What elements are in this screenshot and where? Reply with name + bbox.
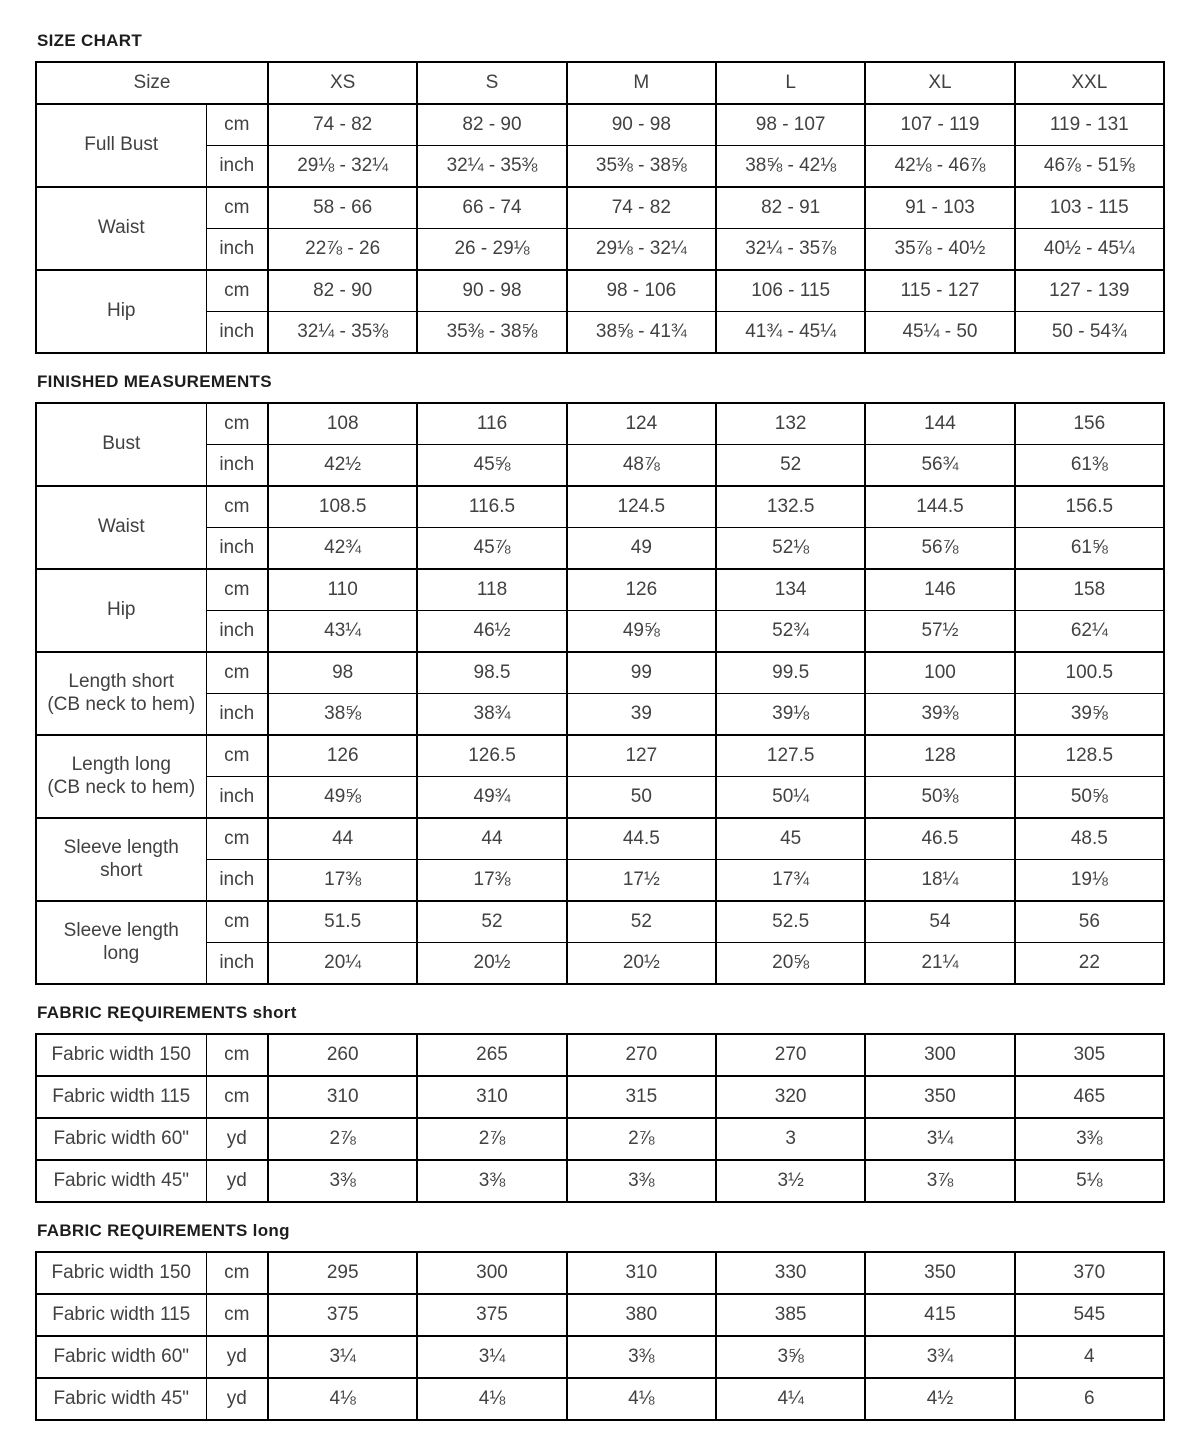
unit-cell: cm [206,403,268,445]
row-label: Fabric width 115 [36,1294,206,1336]
value-cell: 50⅝ [1015,777,1164,819]
value-cell: 38⅝ [268,694,417,736]
value-cell: 66 - 74 [417,187,566,229]
value-cell: 100 [865,652,1014,694]
table-row [36,1034,1164,1076]
value-cell: 91 - 103 [865,187,1014,229]
row-label: Length short (CB neck to hem) [36,652,206,735]
value-cell: 50¼ [716,777,865,819]
value-cell: 43¼ [268,611,417,653]
value-cell: 270 [567,1034,716,1076]
value-cell: 42⅛ - 46⅞ [865,146,1014,188]
value-cell: 116.5 [417,486,566,528]
table-row [36,694,1164,736]
value-cell: 49⅝ [567,611,716,653]
value-cell: 415 [865,1294,1014,1336]
row-label: Hip [36,270,206,353]
value-cell: 2⅞ [567,1118,716,1160]
table-row [36,1076,1164,1118]
value-cell: 126 [268,735,417,777]
unit-cell: yd [206,1118,268,1160]
value-cell: 128 [865,735,1014,777]
value-cell: 116 [417,403,566,445]
value-cell: 300 [417,1252,566,1294]
size-column-header: XL [865,62,1014,104]
table-row [36,104,1164,146]
unit-cell: cm [206,569,268,611]
value-cell: 156.5 [1015,486,1164,528]
unit-cell: cm [206,187,268,229]
value-cell: 3⅜ [268,1160,417,1202]
value-cell: 20½ [567,943,716,985]
table-row [36,1294,1164,1336]
value-cell: 32¼ - 35⅜ [268,312,417,354]
value-cell: 126.5 [417,735,566,777]
value-cell: 20½ [417,943,566,985]
value-cell: 265 [417,1034,566,1076]
unit-cell: cm [206,652,268,694]
size-header-label: Size [36,62,268,104]
value-cell: 300 [865,1034,1014,1076]
unit-cell: inch [206,777,268,819]
value-cell: 375 [417,1294,566,1336]
value-cell: 350 [865,1076,1014,1118]
unit-cell: cm [206,104,268,146]
value-cell: 48⅞ [567,445,716,487]
value-cell: 5⅛ [1015,1160,1164,1202]
value-cell: 127 [567,735,716,777]
value-cell: 35⅞ - 40½ [865,229,1014,271]
value-cell: 49 [567,528,716,570]
value-cell: 4¼ [716,1378,865,1420]
value-cell: 305 [1015,1034,1164,1076]
table-row [36,1336,1164,1378]
value-cell: 29⅛ - 32¼ [268,146,417,188]
value-cell: 132.5 [716,486,865,528]
value-cell: 260 [268,1034,417,1076]
table-row [36,1118,1164,1160]
fabric-requirements-short-table [35,1033,1165,1203]
size-header-row [36,62,1164,104]
value-cell: 4 [1015,1336,1164,1378]
value-cell: 90 - 98 [567,104,716,146]
value-cell: 38⅝ - 41¾ [567,312,716,354]
value-cell: 56¾ [865,445,1014,487]
value-cell: 49⅝ [268,777,417,819]
table-row [36,486,1164,528]
row-label: Waist [36,486,206,569]
value-cell: 62¼ [1015,611,1164,653]
value-cell: 3⅜ [567,1336,716,1378]
value-cell: 103 - 115 [1015,187,1164,229]
value-cell: 107 - 119 [865,104,1014,146]
value-cell: 22 [1015,943,1164,985]
row-label: Fabric width 150 [36,1034,206,1076]
value-cell: 58 - 66 [268,187,417,229]
unit-cell: cm [206,901,268,943]
value-cell: 310 [567,1252,716,1294]
row-label: Fabric width 115 [36,1076,206,1118]
table-row [36,270,1164,312]
unit-cell: yd [206,1336,268,1378]
section-fabric-requirements-long [35,1220,1165,1421]
fabric-requirements-long-table [35,1251,1165,1421]
value-cell: 2⅞ [268,1118,417,1160]
unit-cell: inch [206,943,268,985]
row-label: Fabric width 150 [36,1252,206,1294]
value-cell: 310 [417,1076,566,1118]
unit-cell: yd [206,1160,268,1202]
table-row [36,652,1164,694]
table-row [36,569,1164,611]
section-size-chart [35,30,1165,354]
value-cell: 3⅜ [567,1160,716,1202]
value-cell: 42½ [268,445,417,487]
row-label: Hip [36,569,206,652]
value-cell: 45 [716,818,865,860]
value-cell: 315 [567,1076,716,1118]
value-cell: 61⅜ [1015,445,1164,487]
value-cell: 52⅛ [716,528,865,570]
value-cell: 45¼ - 50 [865,312,1014,354]
size-column-header: XS [268,62,417,104]
unit-cell: cm [206,735,268,777]
value-cell: 41¾ - 45¼ [716,312,865,354]
value-cell: 3¼ [268,1336,417,1378]
value-cell: 3 [716,1118,865,1160]
value-cell: 108.5 [268,486,417,528]
value-cell: 98 - 107 [716,104,865,146]
value-cell: 38¾ [417,694,566,736]
table-row [36,1160,1164,1202]
value-cell: 48.5 [1015,818,1164,860]
value-cell: 17¾ [716,860,865,902]
value-cell: 39⅜ [865,694,1014,736]
value-cell: 40½ - 45¼ [1015,229,1164,271]
row-label: Sleeve length short [36,818,206,901]
value-cell: 3¼ [865,1118,1014,1160]
size-column-header: S [417,62,566,104]
value-cell: 45⅞ [417,528,566,570]
unit-cell: yd [206,1378,268,1420]
value-cell: 124 [567,403,716,445]
value-cell: 52.5 [716,901,865,943]
value-cell: 45⅝ [417,445,566,487]
value-cell: 295 [268,1252,417,1294]
value-cell: 57½ [865,611,1014,653]
value-cell: 2⅞ [417,1118,566,1160]
value-cell: 26 - 29⅛ [417,229,566,271]
value-cell: 32¼ - 35⅞ [716,229,865,271]
value-cell: 49¾ [417,777,566,819]
value-cell: 46⅞ - 51⅝ [1015,146,1164,188]
value-cell: 56 [1015,901,1164,943]
unit-cell: cm [206,1034,268,1076]
row-label: Full Bust [36,104,206,187]
row-label: Bust [36,403,206,486]
unit-cell: inch [206,146,268,188]
value-cell: 56⅞ [865,528,1014,570]
table-row [36,611,1164,653]
value-cell: 44 [268,818,417,860]
value-cell: 39⅛ [716,694,865,736]
value-cell: 4½ [865,1378,1014,1420]
value-cell: 3⅜ [1015,1118,1164,1160]
unit-cell: inch [206,611,268,653]
value-cell: 370 [1015,1252,1164,1294]
unit-cell: cm [206,818,268,860]
value-cell: 158 [1015,569,1164,611]
unit-cell: inch [206,528,268,570]
value-cell: 375 [268,1294,417,1336]
value-cell: 146 [865,569,1014,611]
value-cell: 126 [567,569,716,611]
value-cell: 6 [1015,1378,1164,1420]
value-cell: 51.5 [268,901,417,943]
size-column-header: L [716,62,865,104]
table-row [36,146,1164,188]
value-cell: 385 [716,1294,865,1336]
value-cell: 50⅜ [865,777,1014,819]
table-row [36,1252,1164,1294]
size-chart-table [35,61,1165,354]
value-cell: 50 [567,777,716,819]
value-cell: 3⅞ [865,1160,1014,1202]
value-cell: 115 - 127 [865,270,1014,312]
value-cell: 99 [567,652,716,694]
value-cell: 144.5 [865,486,1014,528]
table-row [36,187,1164,229]
value-cell: 42¾ [268,528,417,570]
section-heading: FABRIC REQUIREMENTS short [37,1003,297,1022]
value-cell: 98.5 [417,652,566,694]
section-heading: FABRIC REQUIREMENTS long [37,1221,290,1240]
table-row [36,312,1164,354]
value-cell: 128.5 [1015,735,1164,777]
value-cell: 350 [865,1252,1014,1294]
value-cell: 124.5 [567,486,716,528]
value-cell: 82 - 91 [716,187,865,229]
value-cell: 3⅝ [716,1336,865,1378]
value-cell: 18¼ [865,860,1014,902]
value-cell: 38⅝ - 42⅛ [716,146,865,188]
value-cell: 20¼ [268,943,417,985]
value-cell: 29⅛ - 32¼ [567,229,716,271]
value-cell: 82 - 90 [417,104,566,146]
row-label: Fabric width 45" [36,1160,206,1202]
table-row [36,901,1164,943]
table-row [36,403,1164,445]
value-cell: 61⅝ [1015,528,1164,570]
size-column-header: M [567,62,716,104]
row-label: Sleeve length long [36,901,206,984]
table-row [36,777,1164,819]
value-cell: 74 - 82 [567,187,716,229]
value-cell: 82 - 90 [268,270,417,312]
unit-cell: cm [206,1076,268,1118]
value-cell: 3⅜ [417,1160,566,1202]
value-cell: 44 [417,818,566,860]
value-cell: 4⅛ [567,1378,716,1420]
value-cell: 46½ [417,611,566,653]
table-row [36,229,1164,271]
value-cell: 44.5 [567,818,716,860]
value-cell: 90 - 98 [417,270,566,312]
section-heading: SIZE CHART [37,31,142,50]
value-cell: 98 [268,652,417,694]
value-cell: 54 [865,901,1014,943]
value-cell: 380 [567,1294,716,1336]
section-heading: FINISHED MEASUREMENTS [37,372,272,391]
value-cell: 98 - 106 [567,270,716,312]
table-row [36,445,1164,487]
row-label: Waist [36,187,206,270]
value-cell: 20⅝ [716,943,865,985]
value-cell: 3¼ [417,1336,566,1378]
value-cell: 39 [567,694,716,736]
value-cell: 52 [716,445,865,487]
table-row [36,735,1164,777]
table-row [36,528,1164,570]
value-cell: 3½ [716,1160,865,1202]
value-cell: 110 [268,569,417,611]
value-cell: 99.5 [716,652,865,694]
value-cell: 330 [716,1252,865,1294]
value-cell: 17½ [567,860,716,902]
value-cell: 52 [417,901,566,943]
value-cell: 320 [716,1076,865,1118]
value-cell: 134 [716,569,865,611]
value-cell: 545 [1015,1294,1164,1336]
value-cell: 17⅜ [417,860,566,902]
table-row [36,943,1164,985]
value-cell: 132 [716,403,865,445]
finished-measurements-table [35,402,1165,985]
value-cell: 465 [1015,1076,1164,1118]
unit-cell: inch [206,229,268,271]
unit-cell: inch [206,860,268,902]
unit-cell: inch [206,694,268,736]
value-cell: 19⅛ [1015,860,1164,902]
row-label: Fabric width 60" [36,1336,206,1378]
value-cell: 50 - 54¾ [1015,312,1164,354]
table-row [36,860,1164,902]
unit-cell: cm [206,270,268,312]
value-cell: 32¼ - 35⅜ [417,146,566,188]
value-cell: 22⅞ - 26 [268,229,417,271]
value-cell: 74 - 82 [268,104,417,146]
value-cell: 52 [567,901,716,943]
section-finished-measurements [35,371,1165,985]
unit-cell: cm [206,1252,268,1294]
size-column-header: XXL [1015,62,1164,104]
value-cell: 17⅜ [268,860,417,902]
value-cell: 156 [1015,403,1164,445]
value-cell: 35⅜ - 38⅝ [567,146,716,188]
value-cell: 35⅜ - 38⅝ [417,312,566,354]
value-cell: 46.5 [865,818,1014,860]
row-label: Fabric width 60" [36,1118,206,1160]
value-cell: 52¾ [716,611,865,653]
unit-cell: inch [206,312,268,354]
value-cell: 21¼ [865,943,1014,985]
value-cell: 4⅛ [268,1378,417,1420]
value-cell: 144 [865,403,1014,445]
value-cell: 118 [417,569,566,611]
unit-cell: cm [206,486,268,528]
row-label: Length long (CB neck to hem) [36,735,206,818]
value-cell: 310 [268,1076,417,1118]
value-cell: 127 - 139 [1015,270,1164,312]
value-cell: 39⅝ [1015,694,1164,736]
unit-cell: cm [206,1294,268,1336]
row-label: Fabric width 45" [36,1378,206,1420]
value-cell: 108 [268,403,417,445]
value-cell: 4⅛ [417,1378,566,1420]
unit-cell: inch [206,445,268,487]
table-row [36,1378,1164,1420]
value-cell: 3¾ [865,1336,1014,1378]
value-cell: 119 - 131 [1015,104,1164,146]
section-fabric-requirements-short [35,1002,1165,1203]
value-cell: 100.5 [1015,652,1164,694]
table-row [36,818,1164,860]
value-cell: 270 [716,1034,865,1076]
value-cell: 106 - 115 [716,270,865,312]
value-cell: 127.5 [716,735,865,777]
